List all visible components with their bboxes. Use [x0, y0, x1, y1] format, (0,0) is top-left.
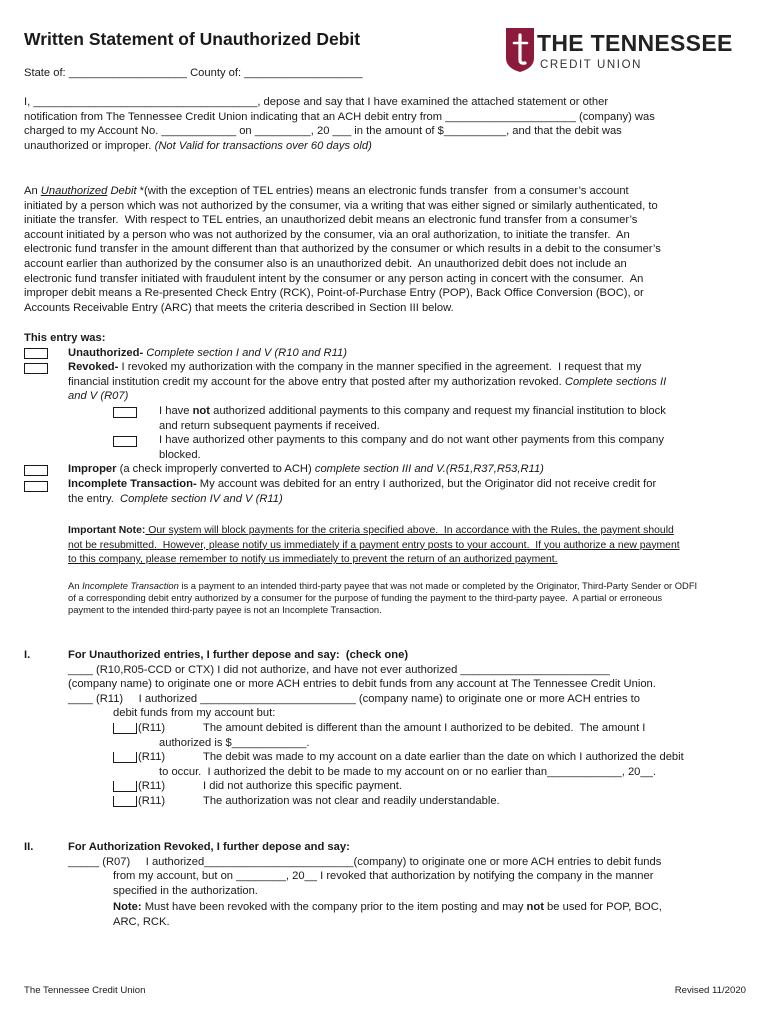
section-1-option-2-line-2: debit funds from my account but:	[113, 707, 276, 720]
amount-different-text-line-2[interactable]: authorized is $____________.	[159, 736, 310, 749]
footer-revision: Revised 11/2020	[674, 985, 746, 996]
section-1-heading: For Unauthorized entries, I further depose and say: (check one)	[68, 649, 409, 661]
improper-option: Improper (a check improperly converted to ACH) complete section III and V.(R51,R37,R53,R11)	[68, 463, 544, 476]
not-authorized-checkbox[interactable]	[113, 781, 137, 792]
not-authorized-code: (R11)	[138, 780, 166, 793]
footer-org: The Tennessee Credit Union	[24, 985, 146, 996]
deposition-line-2: notification from The Tennessee Credit Union indicating that an ACH debit entry from _____________________ (company) was	[24, 110, 655, 123]
section-1-option-2[interactable]: ____ (R11) I authorized _________________________ (company name) to originate one or more ACH entries to	[68, 692, 640, 705]
unauthorized-checkbox[interactable]	[24, 348, 48, 359]
block-payments-option-line-2: and return subsequent payments if received.	[159, 419, 380, 432]
date-earlier-text-line-2[interactable]: to occur. I authorized the debit to be made to my account on or no earlier than____________, 20__.	[159, 765, 656, 778]
definition-line: account earlier than authorized by the consumer also is an unauthorized debit. An unauthorized debit does not include an	[24, 258, 627, 270]
definition-line: initiated by a person which was not authorized by the consumer, via a writing that was either signed or similarly authenticated, to	[24, 199, 658, 212]
important-note: Important Note: Our system will block payments for the criteria specified above. In accordance with the Rules, the payment should	[68, 525, 674, 536]
incomplete-checkbox[interactable]	[24, 481, 48, 492]
date-earlier-checkbox[interactable]	[113, 752, 137, 763]
section-1-option-1-line-2: (company name) to originate one or more ACH entries to debit funds from any account at The Tennessee Credit Union.	[68, 678, 656, 691]
section-2-note: Note: Must have been revoked with the company prior to the item posting and may not be used for POP, BOC,	[113, 901, 662, 913]
entry-heading: This entry was:	[24, 332, 106, 344]
amount-different-code: (R11)	[138, 722, 166, 734]
definition-line-1: An Unauthorized Debit *(with the exception of TEL entries) means an electronic funds transfer from a consumer’s account	[24, 185, 629, 197]
state-county-fields[interactable]: State of: ___________________ County of: ___________________	[24, 67, 363, 79]
allow-other-payments-option-line-2: blocked.	[159, 448, 201, 461]
page-title: Written Statement of Unauthorized Debit	[24, 29, 361, 49]
important-note-line-2: not be resubmitted. However, please notify us immediately if a payment entry posts to your account. If you authorize a new payment	[68, 539, 680, 551]
section-2-heading: For Authorization Revoked, I further depose and say:	[68, 841, 350, 853]
definition-line: initiate the transfer. With respect to TEL entries, an unauthorized debit means an electronic fund transfer from a consumer’s	[24, 214, 638, 227]
definition-line: improper debit means a Re-presented Check Entry (RCK), Point-of-Purchase Entry (POP), Back Office Conversion (BOC), or	[24, 287, 644, 300]
revoked-option-line-3: and V (R07)	[68, 390, 129, 403]
unauthorized-term: Unauthorized	[40, 185, 108, 197]
revoked-checkbox[interactable]	[24, 363, 48, 374]
date-earlier-text: The debit was made to my account on a date earlier than the date on which I authorized the debit	[203, 751, 684, 764]
definition-line: electronic fund transfer in the amount different than that authorized by the consumer or which results in a debit to the consumer’s	[24, 243, 661, 256]
section-1-option-1[interactable]: ____ (R10,R05-CCD or CTX) I did not authorize, and have not ever authorized ________________________	[68, 663, 610, 676]
not-authorized-text: I did not authorize this specific payment.	[203, 780, 402, 793]
definition-line: account initiated by a person who was not authorized by the consumer, via an oral authorization, to initiate the transfer. An	[24, 228, 630, 241]
date-earlier-code: (R11)	[138, 751, 166, 764]
allow-other-payments-option: I have authorized other payments to this company and do not want other payments from this company	[159, 434, 664, 447]
incomplete-definition-line-3: payment to the intended third-party payee is not an Incomplete Transaction.	[68, 604, 382, 616]
unclear-authorization-code: (R11)	[138, 795, 166, 807]
validity-note: (Not Valid for transactions over 60 days old)	[154, 139, 372, 152]
section-1-numeral: I.	[24, 649, 31, 661]
block-payments-checkbox[interactable]	[113, 407, 137, 418]
section-2-numeral: II.	[24, 841, 34, 853]
logo-name: THE TENNESSEE	[537, 30, 733, 56]
unclear-authorization-checkbox[interactable]	[113, 796, 137, 807]
revoked-option: Revoked- I revoked my authorization with the company in the manner specified in the agreement. I request that my	[68, 361, 642, 374]
unauthorized-option: Unauthorized- Complete section I and V (R10 and R11)	[68, 346, 347, 359]
incomplete-option-line-2: the entry. Complete section IV and V (R11)	[68, 492, 283, 505]
section-2-option-line-2[interactable]: from my account, but on ________, 20__ I revoked that authorization by notifying the company in the manner	[113, 870, 654, 883]
incomplete-option: Incomplete Transaction- My account was debited for an entry I authorized, but the Originator did not receive credit for	[68, 478, 657, 490]
amount-different-text: The amount debited is different than the amount I authorized to be debited. The amount I	[203, 722, 646, 734]
important-note-line-3: to this company, please remember to notify us immediately to prevent the return of an authorized payment.	[68, 554, 558, 565]
logo-subtitle: CREDIT UNION	[540, 59, 643, 71]
section-2-option-line-3: specified in the authorization.	[113, 884, 258, 897]
deposition-line-3: charged to my Account No. ____________ on _________, 20 ___ in the amount of $__________, and that the debit was	[24, 125, 622, 138]
block-payments-option: I have not authorized additional payments to this company and request my financial institution to block	[159, 405, 666, 417]
allow-other-payments-checkbox[interactable]	[113, 436, 137, 447]
section-2-note-line-2: ARC, RCK.	[113, 915, 170, 928]
deposition-line-1: I, ____________________________________, depose and say that I have examined the attached statement or other	[24, 96, 609, 108]
section-2-option[interactable]: _____ (R07) I authorized________________________(company) to originate one or more ACH entries to debit funds	[68, 855, 662, 868]
amount-different-checkbox[interactable]	[113, 723, 137, 734]
improper-checkbox[interactable]	[24, 465, 48, 476]
revoked-option-line-2: financial institution credit my account for the above entry that posted after my authorization revoked. Complete sections II	[68, 375, 667, 388]
deposition-line-4: unauthorized or improper. (Not Valid for transactions over 60 days old)	[24, 139, 372, 152]
incomplete-definition-line-2: of a corresponding debit entry authorized by a consumer for the purpose of funding the payment to the third-party payee. A partial or erroneous	[68, 592, 663, 604]
definition-line: Accounts Receivable Entry (ARC) that meets the criteria described in Section III below.	[24, 301, 454, 314]
incomplete-definition: An Incomplete Transaction is a payment to an intended third-party payee that was not made or completed by the Originator, Third-Party Sender or ODFI	[68, 580, 698, 591]
unclear-authorization-text: The authorization was not clear and readily understandable.	[203, 795, 500, 807]
definition-line: electronic fund transfer initiated with fraudulent intent by the consumer or any person acting in concert with the consumer. An	[24, 272, 644, 285]
